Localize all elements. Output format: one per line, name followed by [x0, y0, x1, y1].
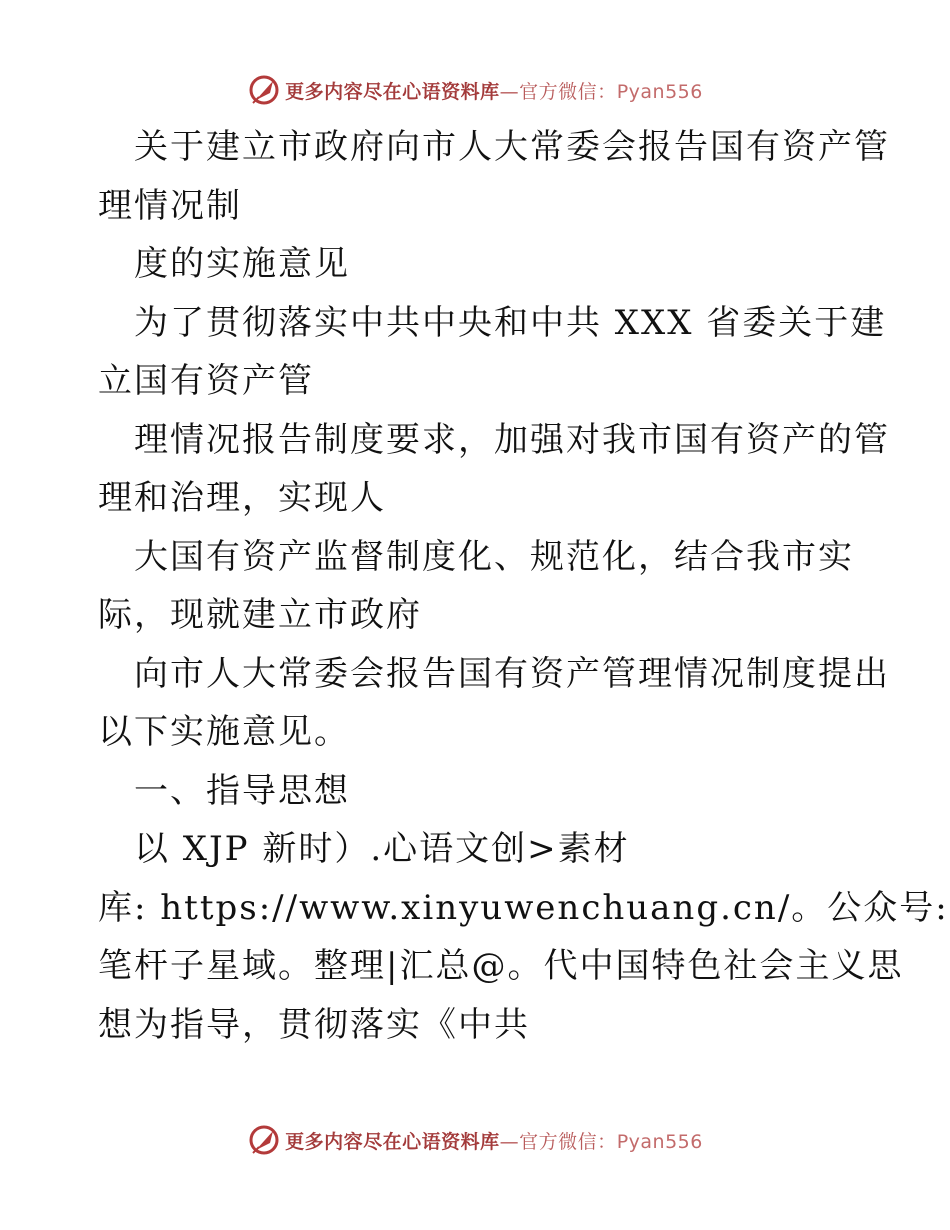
- document-line: 以 XJP 新时）.心语文创>素材: [134, 829, 630, 869]
- watermark-main: 更多内容尽在心语资料库: [285, 80, 500, 103]
- document-line: 向市人大常委会报告国有资产管理情况制度提出: [134, 653, 890, 694]
- watermark-main: 更多内容尽在心语资料库: [285, 1130, 500, 1153]
- document-line: 际，现就建立市政府: [98, 595, 422, 635]
- watermark-account: Pyan556: [616, 1130, 703, 1153]
- document-line: 为了贯彻落实中共中央和中共 XXX 省委关于建: [134, 302, 887, 343]
- watermark-label: 官方微信：: [519, 1130, 617, 1153]
- quill-logo-icon: [247, 73, 281, 107]
- document-line: 理情况报告制度要求，加强对我市国有资产的管: [134, 419, 890, 460]
- document-line: 理和治理，实现人: [98, 478, 386, 518]
- document-line: 以下实施意见。: [98, 712, 350, 752]
- document-line: 大国有资产监督制度化、规范化，结合我市实: [134, 536, 854, 577]
- watermark-text: [285, 77, 703, 104]
- document-line: 度的实施意见: [134, 244, 350, 284]
- watermark-account: Pyan556: [616, 80, 703, 103]
- watermark-label: 官方微信：: [519, 80, 617, 103]
- document-body: [98, 118, 949, 1054]
- document-line: 立国有资产管: [98, 361, 314, 401]
- document-line: 笔杆子星域。整理|汇总@。代中国特色社会主义思: [98, 946, 904, 986]
- document-line: 库: https://www.xinyuwenchuang.cn/。公众号:: [98, 887, 949, 928]
- watermark-banner-bottom: [0, 1120, 950, 1160]
- watermark-banner-top: [0, 70, 950, 110]
- quill-logo-icon: [247, 1123, 281, 1157]
- watermark-text: [285, 1127, 703, 1154]
- document-line: 想为指导，贯彻落实《中共: [98, 1004, 530, 1045]
- document-line: 一、指导思想: [134, 770, 350, 811]
- document-line: 关于建立市政府向市人大常委会报告国有资产管: [134, 127, 890, 167]
- watermark-separator: —: [499, 1130, 520, 1153]
- document-line: 理情况制: [98, 185, 242, 226]
- watermark-separator: —: [499, 80, 520, 103]
